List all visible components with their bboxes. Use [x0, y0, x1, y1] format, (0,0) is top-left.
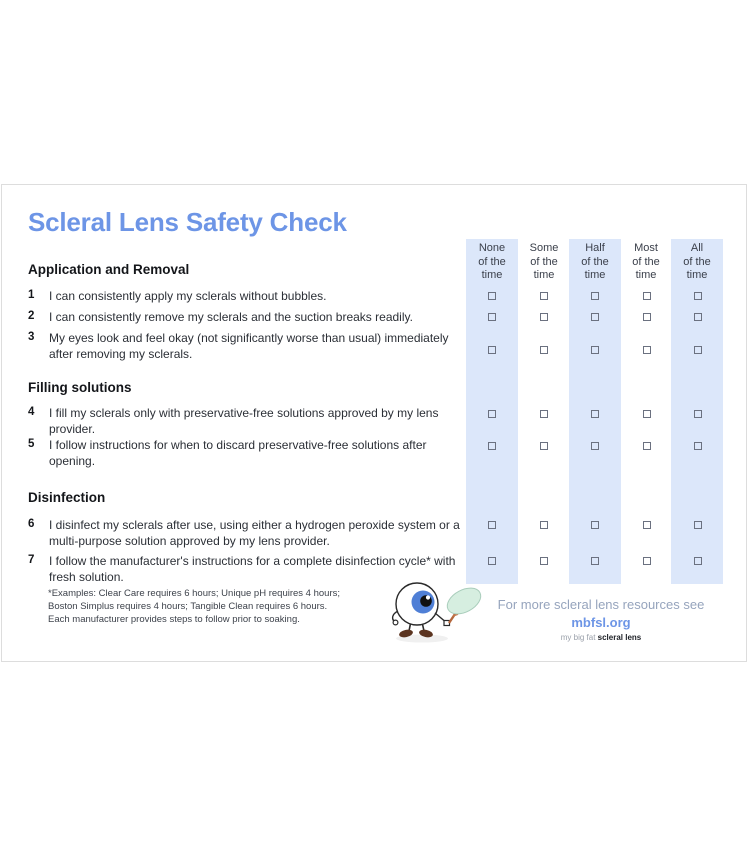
eyeball-mascot-illustration — [382, 581, 486, 643]
checkbox-q6-some[interactable] — [540, 521, 548, 529]
checkbox-q3-some[interactable] — [540, 346, 548, 354]
checkbox-q5-most[interactable] — [643, 442, 651, 450]
checkbox-q1-most[interactable] — [643, 292, 651, 300]
checkbox-q3-most[interactable] — [643, 346, 651, 354]
column-header-none — [466, 242, 518, 283]
mbfsl-url-link[interactable]: mbfsl.org — [571, 615, 631, 630]
resources-text: For more scleral lens resources see — [497, 597, 705, 612]
checkbox-q7-all[interactable] — [694, 557, 702, 565]
checkbox-q3-all[interactable] — [694, 346, 702, 354]
brand-tagline — [475, 633, 727, 642]
checkbox-q7-none[interactable] — [488, 557, 496, 565]
column-header-most-line1: Most — [634, 242, 658, 254]
section-heading-disinfection: Disinfection — [28, 490, 106, 505]
brand-tagline-bold: scleral lens — [597, 633, 642, 642]
column-header-all-line2: of the — [683, 255, 711, 268]
checkbox-q6-half[interactable] — [591, 521, 599, 529]
footnote-line-2: Boston Simplus requires 4 hours; Tangible Clean requires 6 hours. — [48, 601, 328, 612]
checkbox-q6-none[interactable] — [488, 521, 496, 529]
question-number-7: 7 — [28, 554, 35, 566]
column-header-none-line1: None — [478, 242, 506, 254]
checkbox-q1-none[interactable] — [488, 292, 496, 300]
worksheet-card — [1, 184, 747, 662]
question-number-1: 1 — [28, 289, 35, 301]
column-header-some-line2: of the — [530, 255, 558, 268]
checkbox-q2-none[interactable] — [488, 313, 496, 321]
question-text-2: I can consistently remove my sclerals and the suction breaks readily. — [49, 310, 413, 324]
checkbox-q4-some[interactable] — [540, 410, 548, 418]
checkbox-q2-most[interactable] — [643, 313, 651, 321]
column-header-none-line3: time — [481, 269, 503, 281]
mascot-left-hand — [393, 620, 398, 625]
checkbox-q4-most[interactable] — [643, 410, 651, 418]
checkbox-q5-all[interactable] — [694, 442, 702, 450]
checkbox-q2-some[interactable] — [540, 313, 548, 321]
checkbox-q7-some[interactable] — [540, 557, 548, 565]
page-title: Scleral Lens Safety Check — [28, 207, 347, 237]
checkbox-q1-half[interactable] — [591, 292, 599, 300]
brand-tagline-light: my big fat — [560, 633, 598, 642]
column-header-none-line2: of the — [478, 255, 506, 268]
footnote-line-3: Each manufacturer provides steps to follow prior to soaking. — [48, 614, 300, 625]
column-header-half-line2: of the — [581, 255, 609, 268]
column-header-half-line1: Half — [585, 242, 605, 254]
question-text-6: I disinfect my sclerals after use, using either a hydrogen peroxide system or a multi-purpose solution approved by my lens provider. — [49, 518, 460, 548]
question-text-1: I can consistently apply my sclerals without bubbles. — [49, 289, 327, 303]
checkbox-q6-all[interactable] — [694, 521, 702, 529]
question-text-7: I follow the manufacturer's instructions for a complete disinfection cycle* with fresh solution. — [49, 554, 456, 584]
question-text-3: My eyes look and feel okay (not significantly worse than usual) immediately after removing my sclerals. — [49, 331, 449, 361]
column-header-half-line3: time — [584, 269, 606, 281]
checkbox-q5-half[interactable] — [591, 442, 599, 450]
checkbox-q5-some[interactable] — [540, 442, 548, 450]
column-header-some — [518, 242, 570, 283]
question-number-4: 4 — [28, 406, 35, 418]
footnote — [48, 587, 388, 626]
question-number-3: 3 — [28, 331, 35, 343]
footnote-line-1: *Examples: Clear Care requires 6 hours; Unique pH requires 4 hours; — [48, 588, 340, 599]
question-text-4: I fill my sclerals only with preservative-free solutions approved by my lens provider. — [49, 406, 439, 436]
checkbox-q3-half[interactable] — [591, 346, 599, 354]
checkbox-q5-none[interactable] — [488, 442, 496, 450]
column-header-half — [569, 242, 621, 283]
column-header-all — [671, 242, 723, 283]
column-header-all-line1: All — [690, 242, 704, 254]
checkbox-q7-half[interactable] — [591, 557, 599, 565]
checkbox-q6-most[interactable] — [643, 521, 651, 529]
checkbox-q3-none[interactable] — [488, 346, 496, 354]
checkbox-q2-all[interactable] — [694, 313, 702, 321]
column-header-most-line2: of the — [632, 255, 660, 268]
question-number-5: 5 — [28, 438, 35, 450]
column-header-most — [620, 242, 672, 283]
checkbox-q4-none[interactable] — [488, 410, 496, 418]
column-header-some-line1: Some — [529, 242, 559, 254]
question-number-6: 6 — [28, 518, 35, 530]
checkbox-q4-all[interactable] — [694, 410, 702, 418]
mascot-pupil-highlight — [426, 595, 430, 599]
section-heading-application-and-removal: Application and Removal — [28, 262, 190, 277]
checkbox-q4-half[interactable] — [591, 410, 599, 418]
checkbox-q7-most[interactable] — [643, 557, 651, 565]
column-header-all-line3: time — [686, 269, 708, 281]
column-header-some-line3: time — [533, 269, 555, 281]
question-text-5: I follow instructions for when to discard preservative-free solutions after opening. — [49, 438, 427, 468]
question-number-2: 2 — [28, 310, 35, 322]
checkbox-q2-half[interactable] — [591, 313, 599, 321]
column-header-most-line3: time — [635, 269, 657, 281]
section-heading-filling-solutions: Filling solutions — [28, 380, 132, 395]
checkbox-q1-some[interactable] — [540, 292, 548, 300]
checkbox-q1-all[interactable] — [694, 292, 702, 300]
mascot-right-hand — [444, 621, 450, 626]
